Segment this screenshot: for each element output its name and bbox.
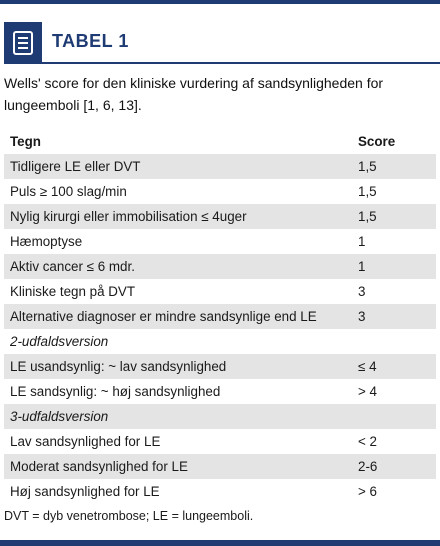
row-label: Hæmoptyse <box>10 234 83 249</box>
row-score: > 6 <box>358 484 377 499</box>
table-row <box>4 304 436 329</box>
table-title: TABEL 1 <box>52 31 129 51</box>
table-caption: Wells' score for den kliniske vurdering af sandsynligheden for lungeemboli [1, 6, 13]. <box>4 75 384 113</box>
row-score: 1 <box>358 234 366 249</box>
row-label: Moderat sandsynlighed for LE <box>10 459 188 474</box>
table-row <box>4 254 436 279</box>
row-score: 3 <box>358 284 366 299</box>
row-label: Nylig kirurgi eller immobilisation ≤ 4uger <box>10 209 247 224</box>
table-row <box>4 379 436 404</box>
top-border <box>0 0 440 4</box>
row-label: Aktiv cancer ≤ 6 mdr. <box>10 259 135 274</box>
table-row <box>4 179 436 204</box>
row-score: ≤ 4 <box>358 359 377 374</box>
table-row <box>4 229 436 254</box>
table-row <box>4 454 436 479</box>
row-label: Tidligere LE eller DVT <box>10 159 141 174</box>
row-label: LE sandsynlig: ~ høj sandsynlighed <box>10 384 221 399</box>
table-footnote: DVT = dyb venetrombose; LE = lungeemboli. <box>4 509 254 523</box>
bottom-border <box>0 540 440 546</box>
row-label: Høj sandsynlighed for LE <box>10 484 160 499</box>
column-header-tegn: Tegn <box>10 134 41 149</box>
row-score: 3 <box>358 309 366 324</box>
column-header-score: Score <box>358 134 396 149</box>
row-label: Puls ≥ 100 slag/min <box>10 184 127 199</box>
wells-score-table <box>4 129 436 504</box>
section-heading-2-udfald <box>4 329 436 354</box>
row-score: 1,5 <box>358 184 377 199</box>
table-row <box>4 279 436 304</box>
row-label: LE usandsynlig: ~ lav sandsynlighed <box>10 359 227 374</box>
row-score: > 4 <box>358 384 377 399</box>
row-score: < 2 <box>358 434 377 449</box>
section-heading-3-udfald <box>4 404 436 429</box>
row-label: Alternative diagnoser er mindre sandsynlige end LE <box>10 309 317 324</box>
table-row <box>4 154 436 179</box>
table-row <box>4 479 436 504</box>
row-score: 1 <box>358 259 366 274</box>
document-list-icon <box>4 22 42 64</box>
table-header-row <box>4 129 436 154</box>
table-header <box>0 22 440 64</box>
table-row <box>4 204 436 229</box>
table-row <box>4 354 436 379</box>
row-label: Kliniske tegn på DVT <box>10 284 136 299</box>
row-label: Lav sandsynlighed for LE <box>10 434 161 449</box>
section-title: 2-udfaldsversion <box>10 334 109 349</box>
row-score: 1,5 <box>358 159 377 174</box>
table-row <box>4 429 436 454</box>
row-score: 2-6 <box>358 459 378 474</box>
header-underline <box>42 62 440 64</box>
section-title: 3-udfaldsversion <box>10 409 109 424</box>
row-score: 1,5 <box>358 209 377 224</box>
